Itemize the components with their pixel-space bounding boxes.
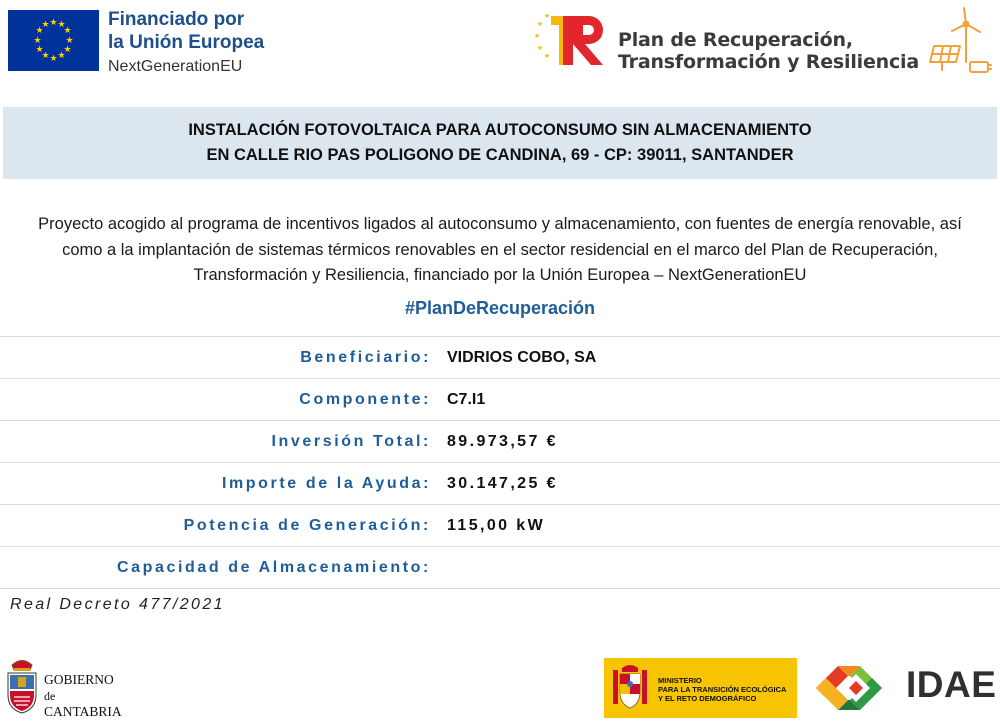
prtr-title xyxy=(618,29,919,73)
idae-wordmark: IDAE xyxy=(906,664,997,705)
componente-label: Componente: xyxy=(299,390,431,408)
svg-text:★: ★ xyxy=(65,36,74,46)
potencia-generacion-label: Potencia de Generación: xyxy=(183,516,431,534)
eu-flag-icon xyxy=(8,10,99,71)
svg-text:★: ★ xyxy=(33,36,42,46)
svg-text:★: ★ xyxy=(63,26,72,36)
importe-ayuda-value: 30.147,25 € xyxy=(447,474,558,492)
cantabria-line-1: GOBIERNO xyxy=(44,672,114,687)
prtr-line-2: Transformación y Resiliencia xyxy=(618,51,919,73)
svg-text:★: ★ xyxy=(41,51,50,61)
svg-text:★: ★ xyxy=(543,12,551,20)
svg-text:★: ★ xyxy=(35,45,44,55)
program-description: Proyecto acogido al programa de incentivos ligados al autoconsumo y almacenamiento, con fuentes de energía renovable, así como a la implantación de sistemas térmicos renovables en el sector residencial en el marco del Plan de Recuperación, Transformación y Resiliencia, financiado por la Unión Europea – NextGenerationEU xyxy=(38,215,962,284)
svg-text:★: ★ xyxy=(35,26,44,36)
svg-text:★: ★ xyxy=(533,32,541,40)
eu-line-1: Financiado por xyxy=(108,9,245,30)
project-details-table xyxy=(0,336,1000,589)
svg-text:★: ★ xyxy=(63,45,72,55)
prtr-logo-icon xyxy=(533,8,609,72)
svg-text:★: ★ xyxy=(57,51,66,61)
row-beneficiario xyxy=(0,336,1000,378)
gobierno-cantabria-text xyxy=(44,672,122,720)
svg-text:★: ★ xyxy=(536,20,544,28)
ministerio-line-3: Y EL RETO DEMOGRÁFICO xyxy=(658,694,757,703)
cantabria-shield-icon xyxy=(5,655,39,717)
inversion-total-value: 89.973,57 € xyxy=(447,432,558,450)
row-potencia-generacion xyxy=(0,504,1000,546)
row-importe-ayuda xyxy=(0,462,1000,504)
importe-ayuda-label: Importe de la Ayuda: xyxy=(221,474,431,492)
cantabria-line-3: CANTABRIA xyxy=(44,704,122,719)
capacidad-almacenamiento-label: Capacidad de Almacenamiento: xyxy=(116,558,431,576)
componente-value: C7.I1 xyxy=(447,390,486,408)
eu-line-2: la Unión Europea xyxy=(108,32,265,53)
eu-line-3: NextGenerationEU xyxy=(108,58,243,75)
row-inversion-total xyxy=(0,420,1000,462)
hashtag: #PlanDeRecuperación xyxy=(404,298,596,318)
royal-decree: Real Decreto 477/2021 xyxy=(10,596,225,613)
project-title-line-2: EN CALLE RIO PAS POLIGONO DE CANDINA, 69 - CP: 39011, SANTANDER xyxy=(206,146,794,164)
cantabria-line-2: de xyxy=(44,689,56,703)
beneficiario-value: VIDRIOS COBO, SA xyxy=(447,348,597,366)
svg-text:★: ★ xyxy=(41,20,50,30)
row-componente xyxy=(0,378,1000,420)
project-title-line-1: INSTALACIÓN FOTOVOLTAICA PARA AUTOCONSUMO SIN ALMACENAMIENTO xyxy=(188,121,812,139)
ministerio-name xyxy=(658,676,786,703)
idae-logo-icon xyxy=(812,657,900,719)
eu-funding-text xyxy=(108,8,264,77)
svg-text:★: ★ xyxy=(536,44,544,52)
inversion-total-label: Inversión Total: xyxy=(271,432,431,450)
ministerio-logo xyxy=(604,658,797,718)
svg-text:★: ★ xyxy=(49,18,58,28)
ministerio-line-2: PARA LA TRANSICIÓN ECOLÓGICA xyxy=(658,685,787,694)
spain-coat-of-arms-icon xyxy=(612,664,648,712)
svg-text:★: ★ xyxy=(49,54,58,64)
row-capacidad-almacenamiento xyxy=(0,546,1000,589)
beneficiario-label: Beneficiario: xyxy=(300,348,431,366)
potencia-generacion-value: 115,00 kW xyxy=(447,516,546,534)
svg-text:★: ★ xyxy=(543,52,551,60)
ministerio-line-1: MINISTERIO xyxy=(658,676,702,685)
svg-text:★: ★ xyxy=(57,20,66,30)
project-title-band xyxy=(3,107,997,179)
renewable-energy-icon xyxy=(928,6,994,76)
prtr-line-1: Plan de Recuperación, xyxy=(618,29,853,51)
